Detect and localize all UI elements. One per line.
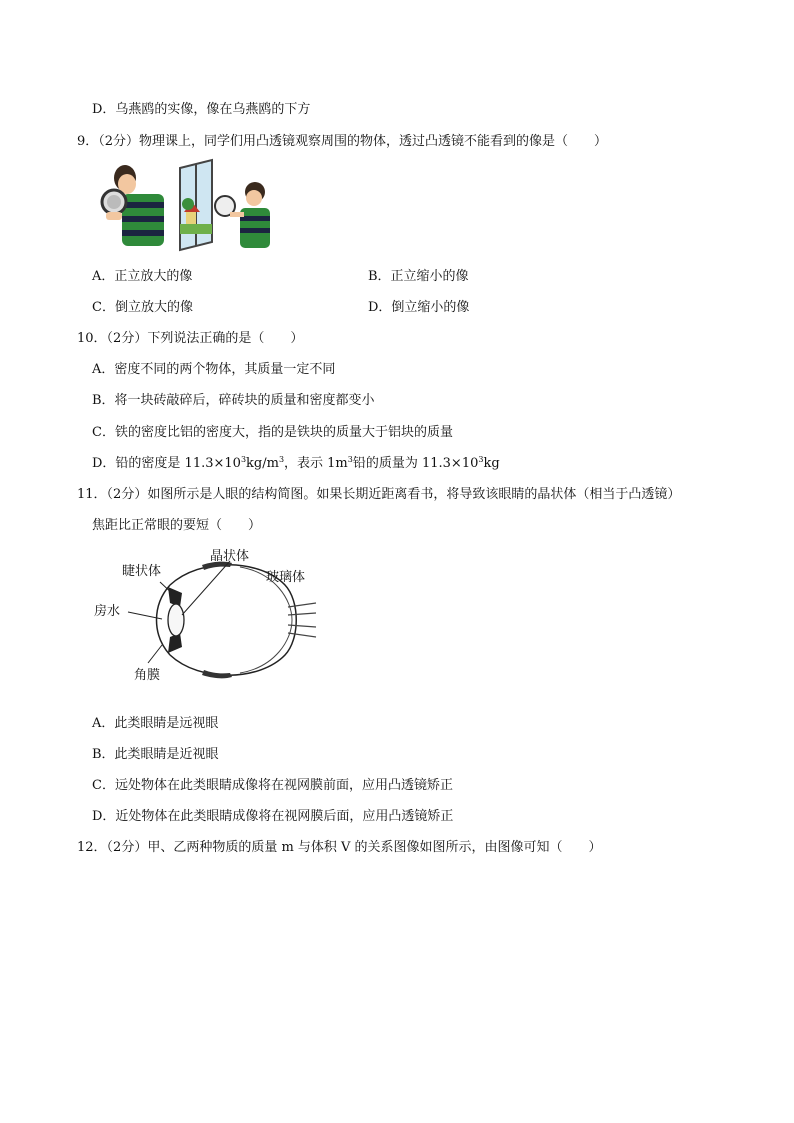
q12-stem: 12．（2分）甲、乙两种物质的质量 m 与体积 V 的关系图像如图所示，由图像可知（ ） [77,840,602,855]
q10-option-c: C．铁的密度比铝的密度大，指的是铁块的质量大于铝块的质量 [92,425,453,440]
boy-looking-through-lens-illustration [215,182,270,248]
label-vitreous-body: 玻璃体 [266,570,306,585]
q9-option-b: B．正立缩小的像 [368,269,469,284]
q9-option-c: C．倒立放大的像 [92,300,193,315]
q11-option-d: D．近处物体在此类眼睛成像将在视网膜后面，应用凸透镜矫正 [92,809,454,824]
q10-option-b: B．将一块砖敲碎后，碎砖块的质量和密度都变小 [92,393,375,408]
q11-stem-line2: 焦距比正常眼的要短（ ） [92,518,262,533]
q9-children-magnifier-figure [100,158,280,258]
q10-stem: 10．（2分）下列说法正确的是（ ） [77,331,304,346]
q9-stem: 9．（2分）物理课上，同学们用凸透镜观察周围的物体，透过凸透镜不能看到的像是（ ） [77,134,608,149]
q9-option-d: D．倒立缩小的像 [368,300,470,315]
label-ciliary-body: 睫状体 [122,564,162,579]
q11-option-a: A．此类眼睛是远视眼 [92,716,219,731]
q10-option-d: D．铅的密度是 $11.3\times 10^3kg/m^3$，表示 $1m^3$铅的质量为 $11.3\times 10^3kg$ [92,455,500,471]
label-lens: 晶状体 [210,549,250,564]
q10-option-a: A．密度不同的两个物体，其质量一定不同 [92,362,336,377]
q11-option-b: B．此类眼睛是近视眼 [92,747,219,762]
q11-eye-diagram [90,545,320,695]
q11-option-c: C．远处物体在此类眼睛成像将在视网膜前面，应用凸透镜矫正 [92,778,453,793]
label-aqueous-humor: 房水 [94,604,121,619]
q11-stem-line1: 11．（2分）如图所示是人眼的结构简图。如果长期近距离看书，将导致该眼睛的晶状体（相当于凸透镜） [77,487,681,502]
label-cornea: 角膜 [134,668,161,683]
q9-option-a: A．正立放大的像 [92,269,193,284]
boy-with-magnifier-illustration [102,165,164,246]
window-landscape-illustration [180,160,212,250]
q8-option-d: D．乌燕鸥的实像，像在乌燕鸥的下方 [92,102,311,117]
